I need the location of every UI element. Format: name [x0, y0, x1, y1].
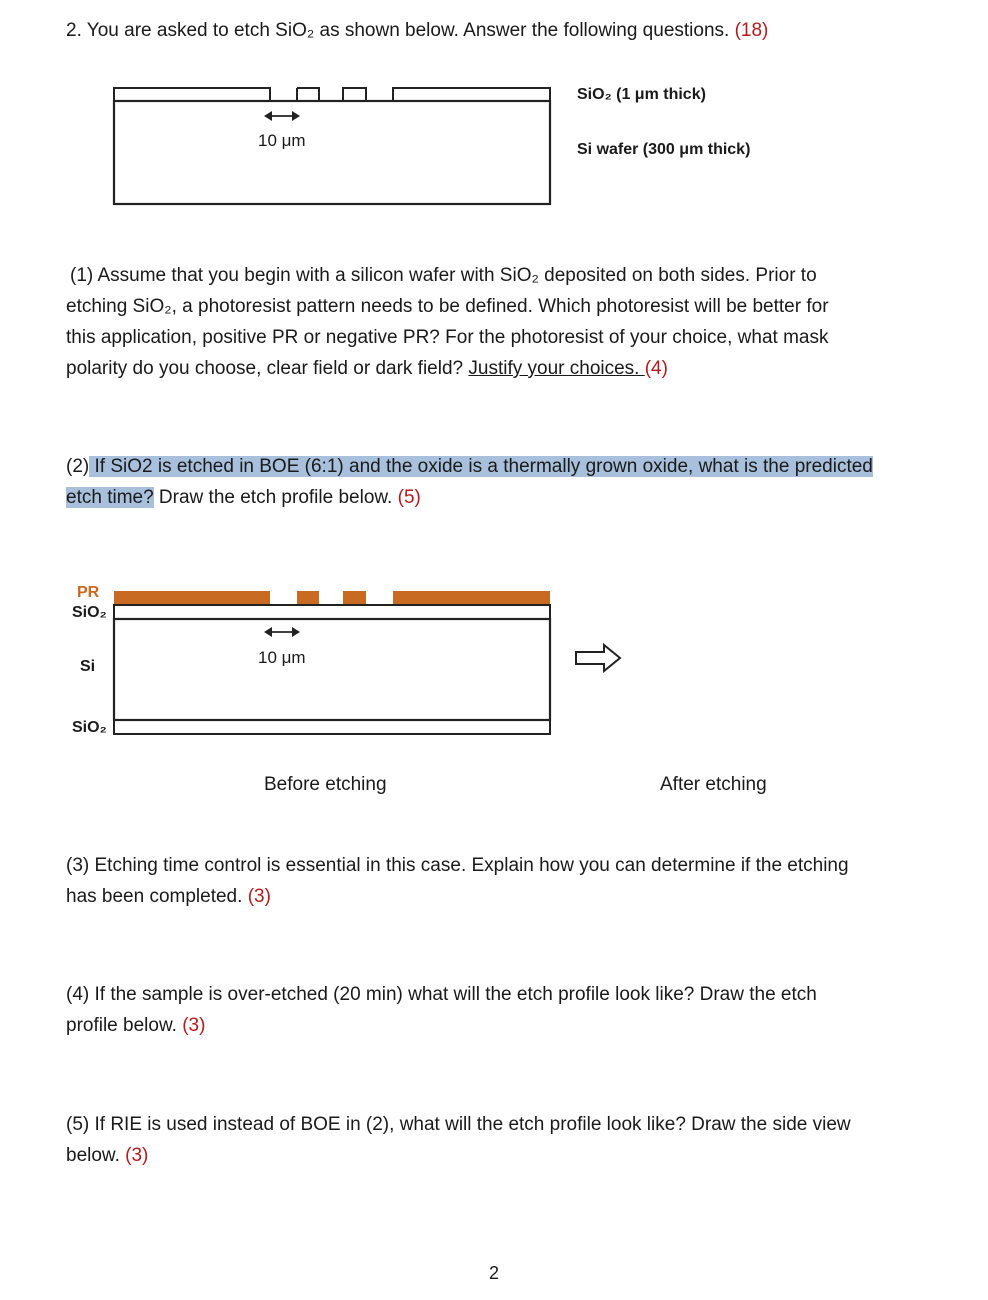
figure1-oxide-left [114, 88, 270, 101]
process-arrow-icon [576, 645, 620, 671]
part4-line2 [66, 1010, 205, 1041]
part5-points: (3) [125, 1145, 149, 1166]
figure2-oxide-bottom [114, 720, 550, 734]
figure1-dimension-arrow [264, 111, 300, 121]
figure2-diagram [114, 591, 620, 734]
part1-line4 [66, 353, 668, 384]
part4-points: (3) [182, 1015, 206, 1036]
part4-line2-text: profile below. [66, 1015, 177, 1036]
question-number: 2. [66, 20, 82, 41]
part4-line1: (4) If the sample is over-etched (20 min) what will the etch profile look like? Draw the etch [66, 984, 817, 1005]
figure2-dimension-arrow [264, 627, 300, 637]
figure2-label-sio2-top: SiO₂ [72, 604, 107, 621]
part1-line4-start: polarity do you choose, clear field or dark field? [66, 358, 464, 379]
part1-justify: Justify your choices. [468, 358, 645, 379]
part1-points: (4) [644, 358, 668, 379]
figure1-oxide-right [393, 88, 550, 101]
figure2-pr-bar1 [297, 591, 319, 604]
part1-line1: (1) Assume that you begin with a silicon wafer with SiO₂ deposited on both sides. Prior to [70, 265, 817, 286]
figure2-label-sio2-bottom: SiO₂ [72, 719, 107, 736]
figure2-label-pr: PR [77, 584, 100, 601]
figure1-dimension-label: 10 μm [258, 131, 306, 150]
part2-prefix: (2) [66, 456, 90, 477]
part2-highlight1: If SiO2 is etched in BOE (6:1) and the oxide is a thermally grown oxide, what is the predicted [89, 456, 873, 477]
part3-points: (3) [247, 886, 271, 907]
part2-highlight2: etch time? [66, 487, 154, 508]
figure2-dimension-label: 10 μm [258, 648, 306, 667]
figure2-wafer [114, 619, 550, 720]
figure2-oxide-top [114, 605, 550, 619]
part1-line2: etching SiO₂, a photoresist pattern needs to be defined. Which photoresist will be better for [66, 296, 829, 317]
figure2-pr-left [114, 591, 270, 604]
part5-line2-text: below. [66, 1145, 120, 1166]
figure2-label-si: Si [80, 658, 96, 675]
figure1-label-sio2: SiO₂ (1 μm thick) [577, 86, 706, 103]
part3-line2 [66, 881, 271, 912]
figure1-label-si: Si wafer (300 μm thick) [577, 141, 751, 158]
part2-rest: Draw the etch profile below. [153, 487, 393, 508]
figure1-wafer [114, 101, 550, 204]
question-text: You are asked to etch SiO₂ as shown below. Answer the following questions. [86, 20, 730, 41]
question-points: (18) [734, 20, 769, 41]
part2-line2 [66, 482, 421, 513]
caption-after-etching: After etching [660, 774, 767, 795]
part5-line1: (5) If RIE is used instead of BOE in (2), what will the etch profile look like? Draw the side view [66, 1114, 851, 1135]
part1-line3: this application, positive PR or negative PR? For the photoresist of your choice, what mask [66, 327, 829, 348]
part3-line2-text: has been completed. [66, 886, 243, 907]
part5-line2 [66, 1140, 148, 1171]
caption-before-etching: Before etching [264, 774, 387, 795]
figure1-oxide-bar1 [297, 88, 319, 101]
figure1-oxide-bar2 [343, 88, 366, 101]
part3-line1: (3) Etching time control is essential in this case. Explain how you can determine if the etching [66, 855, 849, 876]
part2-points: (5) [397, 487, 421, 508]
page-number: 2 [489, 1263, 500, 1283]
figure2-pr-right [393, 591, 550, 604]
figure2-pr-bar2 [343, 591, 366, 604]
part2-line1 [66, 451, 873, 482]
